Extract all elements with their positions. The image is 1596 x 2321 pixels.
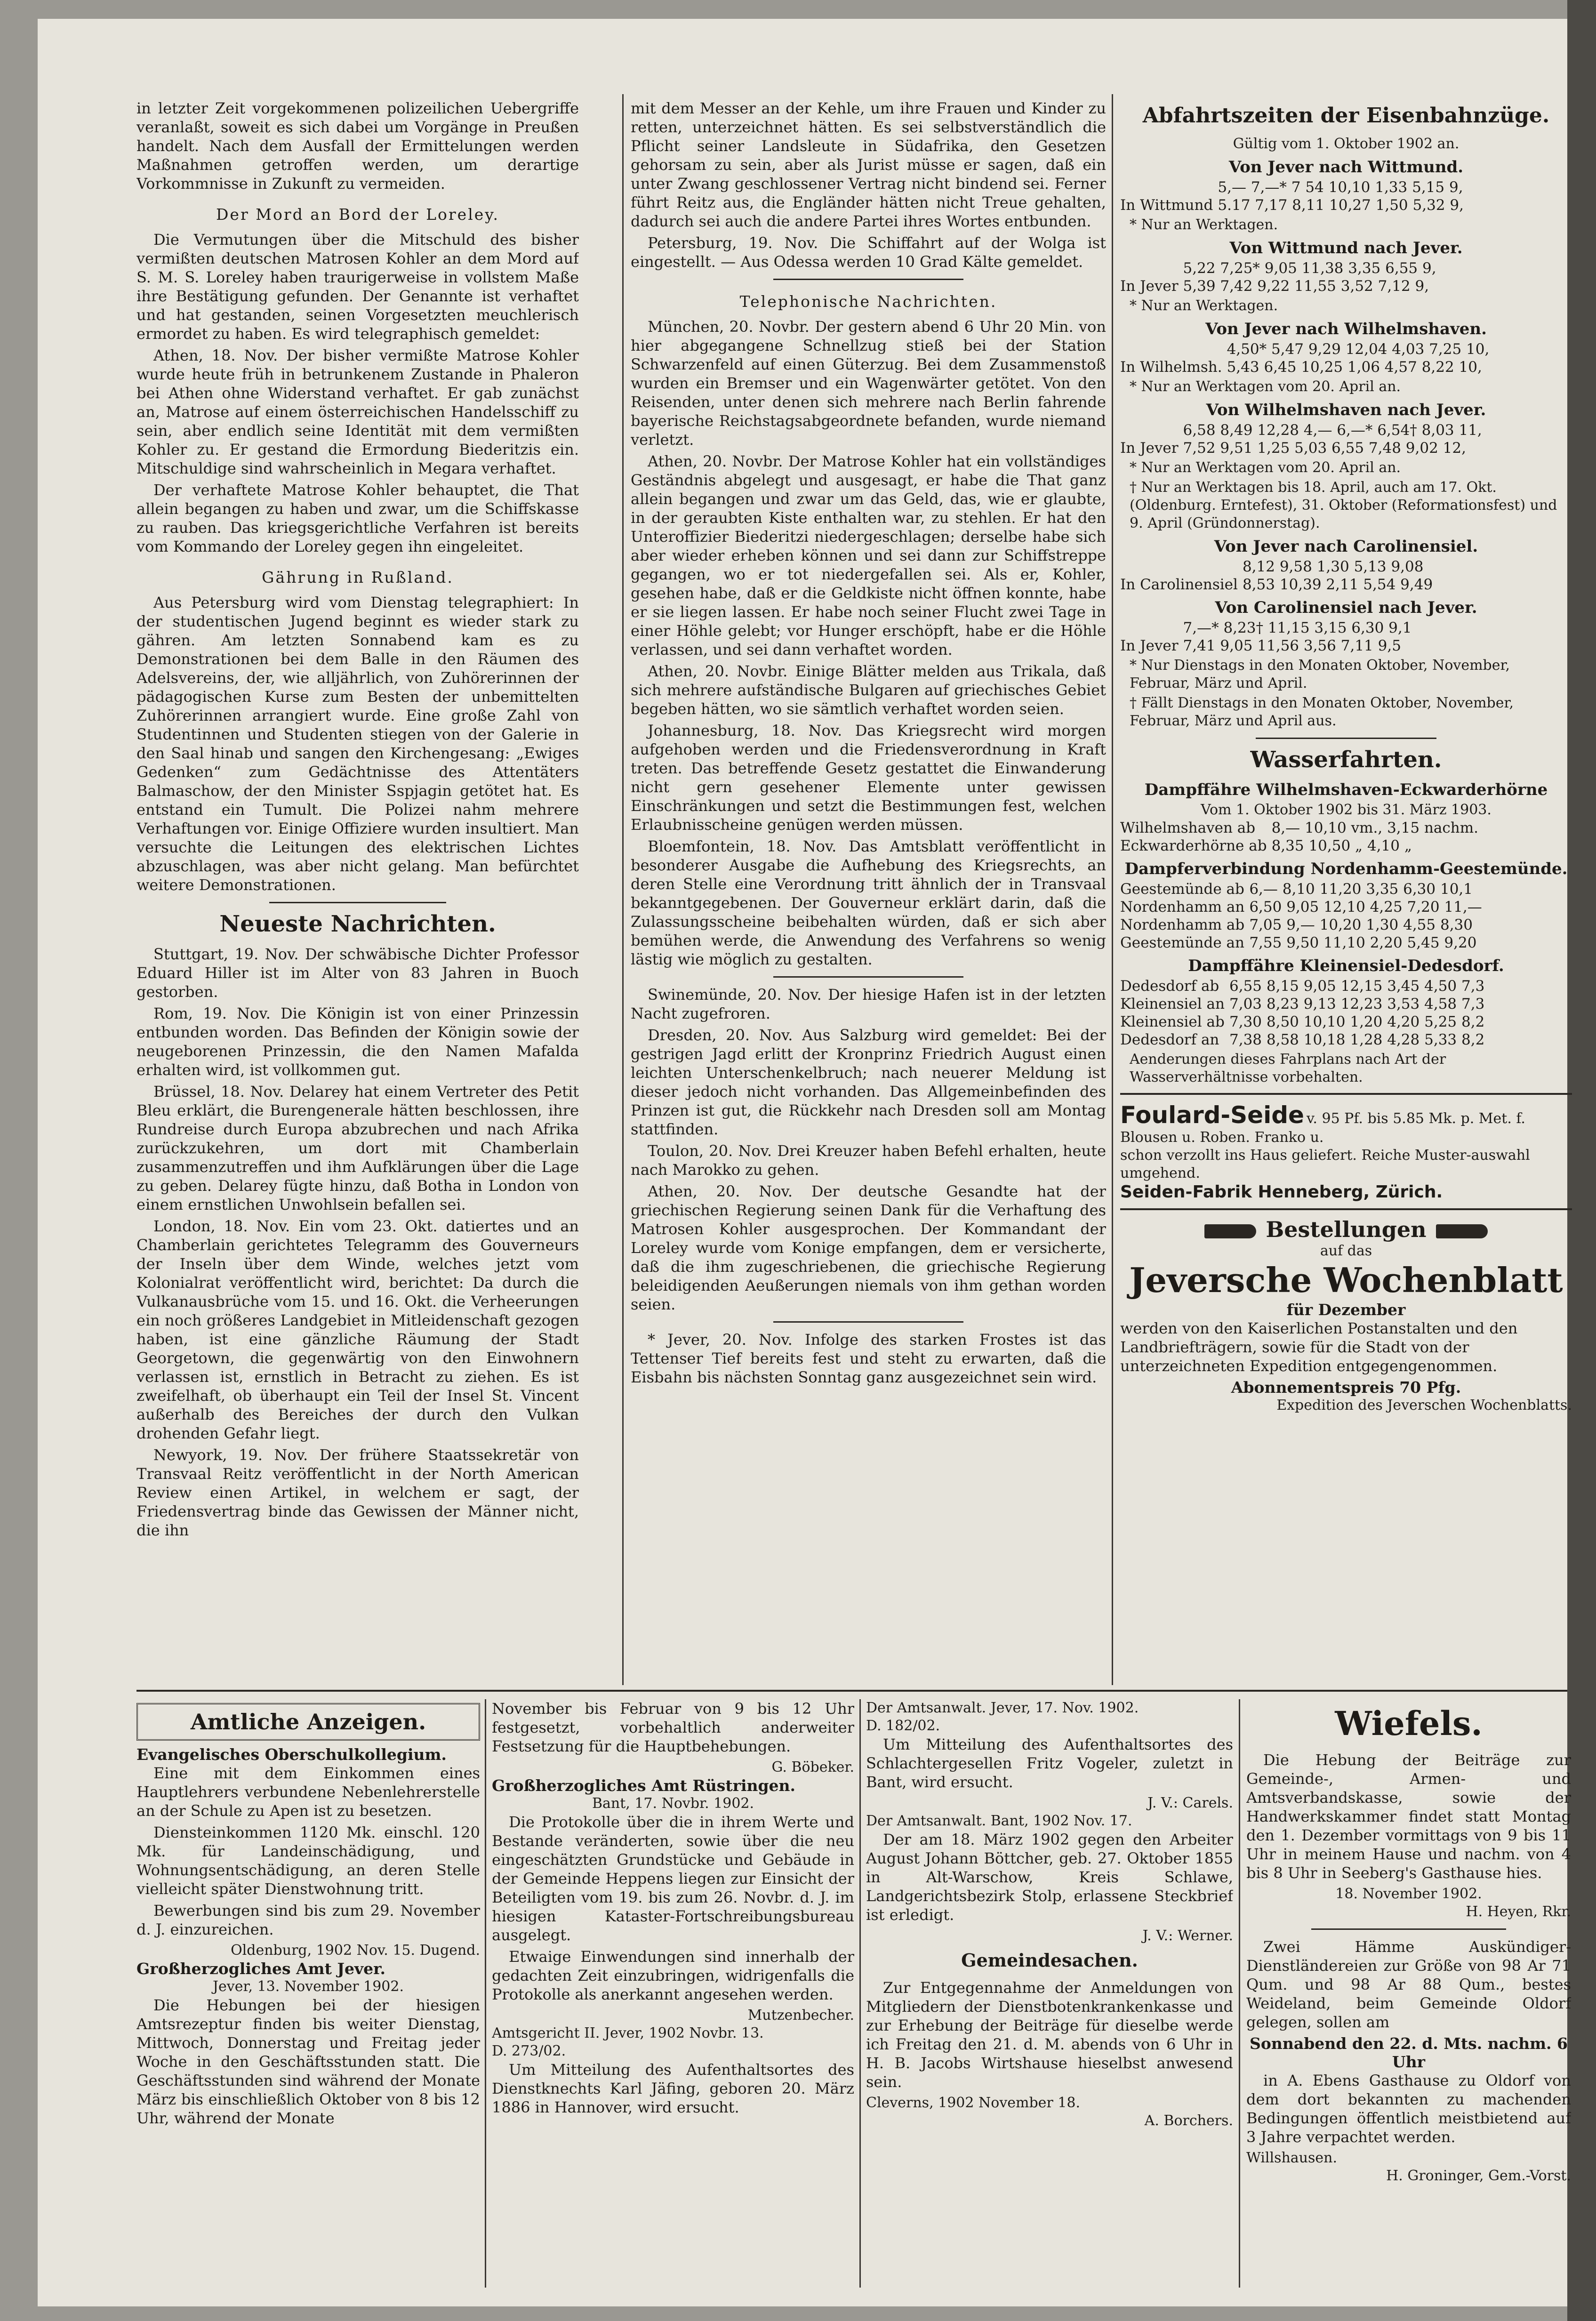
station-cell: In Jever [1120,278,1179,295]
times-cell: 6,58 8,49 12,28 4,— 6,—* 6,54† 8,03 11, [1183,422,1482,439]
news-dresden: Dresden, 20. Nov. Aus Salzburg wird gemeldet: Bei der gestrigen Jagd erlitt der Kronprinz Friedrich August einen leichten Unterschenkelbruch; nach neuerer Meldung ist dieser jedoch nicht vorhanden. Das Allgemeinbefinden des Prinzen ist gut, die Rückkehr nach Dresden soll am Montag stattfinden. [631,1026,1106,1138]
news-bruessel: Brüssel, 18. Nov. Delarey hat einem Vertreter des Petit Bleu erklärt, die Burengenerale hätten beschlossen, ihre Rundreise durch Europa abzubrechen und nach Afrika zurückzukehren, um dort mit Chamberlain zusammenzutreffen und ihm Aufklärungen über die Lage zu geben. Delarey fügte hinzu, daß Botha in London von einem ernstlichen Unwohlsein befallen sei. [136,1083,579,1213]
apen-signature: Oldenburg, 1902 Nov. 15. Dugend. [231,1942,480,1959]
bottom-divider [859,1699,861,2288]
route-heading: Von Wilhelmshaven nach Jever. [1206,401,1486,419]
amtsanwalt-jever-heading: Der Amtsanwalt. Jever, 17. Nov. 1902. [866,1700,1139,1716]
bestell-heading: Bestellungen [1266,1217,1427,1242]
ferry-3-heading: Dampffähre Kleinensiel-Dedesdorf. [1188,956,1504,975]
apen-paragraph-1: Eine mit dem Einkommen eines Hauptlehrers verbundene Nebenlehrerstelle an der Schule zu Apen ist zu besetzen. [136,1764,480,1820]
bestell-price: Abonnementspreis 70 Pfg. [1231,1378,1461,1397]
route-table [1120,619,1416,655]
ferry-row [1120,995,1489,1013]
station-cell: Nordenhamm an [1120,899,1245,916]
divider [269,902,446,903]
station-cell: Eckwarderhörne ab [1120,837,1267,854]
bottom-col-2 [492,1699,854,2288]
divider [1311,1928,1506,1930]
route-row [1120,576,1437,594]
times-cell: 8,35 10,50 „ 4,10 „ [1271,837,1412,854]
ferry-note: Aenderungen dieses Fahrplans nach Art der Wasserverhältnisse vorbehalten. [1130,1051,1446,1085]
route-note: * Nur an Werktagen vom 20. April an. [1130,459,1401,476]
route-note: * Nur an Werktagen vom 20. April an. [1130,378,1401,395]
times-cell: 6,50 9,05 12,10 4,25 7,20 11,— [1249,899,1482,916]
bottom-divider [485,1699,486,2288]
times-cell: 8,53 10,39 2,11 5,54 9,49 [1242,576,1433,593]
bestell-text: werden von den Kaiserlichen Postanstalten und den Landbriefträgern, sowie für die Stadt von der unterzeichneten Expedition entgegengenommen. [1120,1319,1518,1375]
loreley-heading: Der Mord an Bord der Loreley. [216,205,500,224]
times-cell: 7,—* 8,23† 11,15 3,15 6,30 9,1 [1183,619,1412,636]
station-cell: Nordenhamm ab [1120,916,1245,933]
ad-divider [1120,1208,1572,1210]
wasserfahrten-heading: Wasserfahrten. [1250,747,1442,773]
wiefels-heading: Wiefels. [1335,1704,1483,1743]
news-athen-2: Athen, 20. Novbr. Einige Blätter melden aus Trikala, daß sich mehrere aufständische Bulgaren auf griechisches Gebiet begeben hätten, wo sie sämtlich verhaftet worden seien. [631,662,1106,718]
foulard-firm: Seiden-Fabrik Henneberg, Zürich. [1120,1182,1443,1202]
amt-ruestringen-heading: Großherzogliches Amt Rüstringen. [492,1776,796,1795]
route-row [1120,277,1441,295]
amtsanwalt-jever-ref: D. 182/02. [866,1718,940,1734]
ferry-row [1120,1031,1489,1049]
news-jever: * Jever, 20. Nov. Infolge des starken Frostes ist das Tettenser Tief bereits fest und steht zu erwarten, daß die Eisbahn bis nächsten Sonntag ganz ausgezeichnet sein wird. [631,1331,1106,1386]
wiefels-auction-date: Sonnabend den 22. d. Mts. nachm. 6 Uhr [1250,2034,1568,2071]
bottom-col-3 [866,1699,1233,2288]
russland-paragraph: Aus Petersburg wird vom Dienstag telegraphiert: In der studentischen Jugend beginnt es wieder stark zu gähren. Am letzten Sonnabend kam es zu Demonstrationen bei dem Balle in den Räumen des Adelsvereins, der, wie alljährlich, von Zuhörerinnen der pädagogischen Kurse zum Besten der unbemittelten Zuhörerinnen arrangiert wurde. Eine große Zahl von Studentinnen und Studenten stiegen von der Galerie in den Saal hinab und sangen den Kirchengesang: „Ewiges Gedenken“ zum Gedächtnisse des Attentäters Balmaschow, der den Minister Sspjagin getötet hat. Es entstand ein Tumult. Die Polizei nahm mehrere Verhaftungen vor. Einige Offiziere wurden insultiert. Man versuchte die Leitungen des elektrischen Lichtes abzuschlagen, was aber nicht gelang. Man befürchtet weitere Demonstrationen. [136,594,579,894]
station-cell [1120,619,1183,637]
ferry-row [1120,837,1483,855]
loreley-paragraph-2: Athen, 18. Nov. Der bisher vermißte Matrose Kohler wurde heute früh in betrunkenem Zustande in Phaleron bei Athen ohne Widerstand verhaftet. Er gab zunächst an, Matrose auf einem österreichischen Handelsschiff zu sein, aber endlich seine Identität mit dem vermißten Kohler zu. Er gestand die Ermordung Biederitzis ein. Mitschuldige sind wahrscheinlich in Megara verhaftet. [136,346,579,477]
route-row [1120,178,1468,196]
amt-jever-continuation: November bis Februar von 9 bis 12 Uhr festgesetzt, vorbehaltlich anderweiter Festsetzung für die Hauptbehebungen. [492,1700,854,1755]
station-cell: Dedesdorf an [1120,1031,1219,1048]
ferry-row [1120,934,1487,952]
column-2 [631,99,1106,1666]
boettcher-paragraph: Der am 18. März 1902 gegen den Arbeiter August Johann Böttcher, geb. 27. Oktober 1855 in Alt-Warschow, Kreis Schlawe, Landgerichtsbezirk Stolp, erlassene Steckbrief ist erledigt. [866,1831,1233,1924]
borchers-signature: A. Borchers. [1144,2112,1233,2129]
news-athen-1: Athen, 20. Novbr. Der Matrose Kohler hat ein vollständiges Geständnis abgelegt und ausgesagt, er habe die That ganz allein begangen und zwar um das Geld, das, wie er glaubte, in der geraubten Kiste enthalten war, zu stehlen. Er hat den Unteroffizier Biederitzi niedergeschlagen; derselbe habe sich aber wieder erheben können und sei dann zur Schiffstreppe gegangen, wo er tot niedergefallen sei. Als er, Kohler, gesehen habe, daß er die Geldkiste nicht öffnen konnte, habe er sie liegen lassen. Er habe noch seiner Flucht zwei Tage in einer Höhle gelebt; vor Hunger erschöpft, habe er die Höhle verlassen, und sei dann verhaftet worden. [631,452,1106,659]
station-cell: Geestemünde an [1120,934,1244,951]
news-petersburg: Petersburg, 19. Nov. Die Schiffahrt auf der Wolga ist eingestellt. — Aus Odessa werden 10 Grad Kälte gemeldet. [631,234,1106,271]
route-row [1120,340,1494,358]
amt-jever-date: Jever, 13. November 1902. [212,1978,404,1995]
station-cell [1120,178,1218,196]
ferry-1-validity: Vom 1. Oktober 1902 bis 31. März 1903. [1201,802,1492,818]
wiefels-paragraph-1: Die Hebung der Beiträge zur Gemeinde-, Armen- und Amtsverbandskasse, sowie der Handwerkskammer findet statt Montag den 1. Dezember vormittags von 9 bis 11 Uhr in meinem Hause und nachm. von 4 bis 8 Uhr in Seeberg's Gasthause hies. [1246,1751,1571,1882]
times-cell: 5,— 7,—* 7 54 10,10 1,33 5,15 9, [1218,179,1463,196]
wiefels-paragraph-3: in A. Ebens Gasthause zu Oldorf von dem dort bekannten zu machenden Bedingungen öffentlich meistbietend auf 3 Jahre verpachtet werden. [1246,2072,1571,2146]
bestell-auf: auf das [1320,1243,1372,1259]
station-cell: Kleinensiel an [1120,996,1225,1012]
station-cell: In Jever [1120,440,1179,457]
bestell-expedition: Expedition des Jeverschen Wochenblatts. [1276,1397,1572,1413]
ruestringen-paragraph-2: Etwaige Einwendungen sind innerhalb der gedachten Zeit einzubringen, widrigenfalls die Protokolle als anerkannt angesehen werden. [492,1948,854,2003]
timetable-valid: Gültig vom 1. Oktober 1902 an. [1233,136,1460,152]
ferry-row [1120,819,1483,837]
column-1 [136,99,579,1652]
ferry-1-table [1120,819,1483,855]
loreley-paragraph-1: Die Vermutungen über die Mitschuld des bisher vermißten deutschen Matrosen Kohler an dem Mord auf S. M. S. Loreley haben traurigerweise in vollstem Maße ihre Bestätigung gefunden. Der Genannte ist verhaftet und hat gestanden, seinen Vorgesetzten meuchlerisch ermordet zu haben. Es wird telegraphisch gemeldet: [136,231,579,343]
times-cell: 7,03 8,23 9,13 12,23 3,53 4,58 7,3 [1229,996,1485,1012]
ferry-1-heading: Dampffähre Wilhelmshaven-Eckwarderhörne [1144,780,1548,799]
times-cell: 5,43 6,45 10,25 1,06 4,57 8,22 10, [1227,359,1482,376]
amtliche-anzeigen-heading: Amtliche Anzeigen. [136,1703,480,1741]
route-heading: Von Jever nach Carolinensiel. [1214,537,1478,556]
news-stuttgart: Stuttgart, 19. Nov. Der schwäbische Dichter Professor Eduard Hiller ist im Alter von 83 Jahren in Buoch gestorben. [136,945,579,1001]
route-row [1120,619,1416,637]
apen-paragraph-3: Bewerbungen sind bis zum 29. November d. J. einzureichen. [136,1902,480,1938]
amtsgericht-heading: Amtsgericht II. Jever, 1902 Novbr. 13. [492,2025,764,2041]
route-table [1120,178,1468,214]
route-row [1120,558,1437,576]
divider [773,279,963,280]
timetable-title: Abfahrtszeiten der Eisenbahnzüge. [1142,104,1550,128]
apen-paragraph-2: Diensteinkommen 1120 Mk. einschl. 120 Mk. für Landeinschädigung, und Wohnungsentschädigung, an deren Stelle vielleicht später Dienstwohnung tritt. [136,1823,480,1898]
times-cell: 7,41 9,05 11,56 3,56 7,11 9,5 [1183,637,1401,654]
news-swinemuende: Swinemünde, 20. Nov. Der hiesige Hafen ist in der letzten Nacht zugefroren. [631,986,1106,1022]
intro-paragraph: in letzter Zeit vorgekommenen polizeilichen Uebergriffe veranlaßt, soweit es sich dabei um Vorgänge in Preußen handelt. Nach dem Ausfall der Ermittelungen werden Maßnahmen getroffen werden, um derartige Vorkommnisse in Zukunft zu vermeiden. [136,99,579,193]
times-cell: 6,55 8,15 9,05 12,15 3,45 4,50 7,3 [1229,978,1485,995]
bottom-section-rule [136,1690,1567,1692]
oberschulkollegium-heading: Evangelisches Oberschulkollegium. [136,1745,447,1764]
route-table [1120,340,1494,376]
news-london: London, 18. Nov. Ein vom 23. Okt. datiertes und an Chamberlain gerichtetes Telegramm des Gouverneurs der Inseln über dem Winde, welches jetzt vom Kolonialrat veröffentlicht wird, berichtet: Da durch die Vulkanausbrüche vom 15. und 16. Okt. die Verheerungen ein noch größeres Landgebiet in Mitleidenschaft gezogen haben, ist eine gänzliche Räumung der Stadt Georgetown, die gegenwärtig von den Einwohnern verlassen ist, ernstlich in Betracht zu ziehen. Es ist zweifelhaft, ob überhaupt ein Teil der Insel St. Vincent außerhalb des Bereiches der durch den Vulkan drohenden Gefahr liegt. [136,1217,579,1442]
news-bloemfontein: Bloemfontein, 18. Nov. Das Amtsblatt veröffentlicht in besonderer Ausgabe die Aufhebung des Kriegsrechts, an deren Stelle eine Verordnung tritt ähnlich der in Transvaal bekanntgegebenen. Der Gouverneur erklärt darin, daß die Zulassungsscheine beibehalten würden, daß er sich aber bemühen werde, die Anwendung des Verfahrens so wenig lästig wie möglich zu gestalten. [631,837,1106,968]
route-row [1120,637,1416,655]
column-divider [622,94,624,1685]
wiefels-paragraph-2: Zwei Hämme Auskündiger-Dienstländereien zur Größe von 98 Ar 71 Qum. und 98 Ar 88 Qum., bestes Weideland, beim Gemeinde Oldorf gelegen, sollen am [1246,1938,1571,2031]
news-athen-3: Athen, 20. Nov. Der deutsche Gesandte hat der griechischen Regierung seinen Dank für die Verhaftung des Matrosen Kohler ausgesprochen. Der Kommandant der Loreley wurde vom Konige empfangen, dem er versicherte, daß die ihm zugeschriebenen, die griechische Regierung beleidigenden Aeußerungen niemals von ihm gethan worden seien. [631,1182,1106,1313]
pointing-hand-right-icon [1436,1224,1488,1238]
divider [773,976,963,978]
timetable-routes [1120,158,1572,730]
route-note: * Nur Dienstags in den Monaten Oktober, November, Februar, März und April. [1130,657,1510,691]
route-note: † Nur an Werktagen bis 18. April, auch am 17. Okt. (Oldenburg. Erntefest), 31. Oktober (Reformationsfest) und 9. April (Gründonnerstag). [1130,479,1557,531]
ferry-row [1120,898,1487,916]
times-cell: 7,55 9,50 11,10 2,20 5,45 9,20 [1249,934,1477,951]
station-cell: Wilhelmshaven ab [1120,819,1256,836]
times-cell: 7,52 9,51 1,25 5,03 6,55 7,48 9,02 12, [1183,440,1466,457]
route-table [1120,558,1437,594]
route-table [1120,421,1487,457]
times-cell: 8,— 10,10 vm., 3,15 nachm. [1271,819,1478,836]
station-cell: In Carolinensiel [1120,576,1238,593]
station-cell: In Jever [1120,637,1179,654]
route-note: * Nur an Werktagen. [1130,297,1278,314]
route-row [1120,259,1441,277]
station-cell [1120,558,1243,576]
news-rom: Rom, 19. Nov. Die Königin ist von einer Prinzessin entbunden worden. Das Befinden der Königin sowie der neugeborenen Prinzessin, die den Namen Mafalda erhalten wird, ist vollkommen gut. [136,1004,579,1079]
carels-signature: J. V.: Carels. [1147,1795,1233,1811]
times-cell: 4,50* 5,47 9,29 12,04 4,03 7,25 10, [1227,341,1490,358]
werner-signature: J. V.: Werner. [1142,1927,1233,1944]
loreley-paragraph-3: Der verhaftete Matrose Kohler behauptet, die That allein begangen zu haben und zwar, um die Schiffskasse zu rauben. Das kriegsgerichtliche Verfahren ist bereits vom Kommando der Loreley gegen ihn eingeleitet. [136,481,579,555]
ferry-row [1120,977,1489,995]
ad-divider [1120,1093,1572,1095]
krankenkasse-paragraph: Zur Entgegennahme der Anmeldungen von Mitgliedern der Dienstbotenkrankenkasse und zur Erhebung der Beiträge für dieselbe werde ich Freitag den 21. d. M. abends von 6 Uhr in H. B. Jacobs Wirtshause hieselbst anwesend sein. [866,1979,1233,2091]
station-cell: In Wilhelmsh. [1120,359,1222,376]
route-note: * Nur an Werktagen. [1130,217,1278,233]
ferry-2-table [1120,880,1487,952]
amtsgericht-paragraph: Um Mitteilung des Aufenthaltsortes des Dienstknechts Karl Jäfing, geboren 20. März 1886 in Hannover, wird ersucht. [492,2061,854,2116]
station-cell: Dedesdorf ab [1120,978,1219,995]
route-row [1120,358,1494,376]
bottom-divider [1239,1699,1240,2288]
wiefels-date: 18. November 1902. [1335,1886,1482,1902]
station-cell: In Wittmund [1120,197,1213,214]
bestell-for: für Dezember [1286,1301,1406,1319]
amt-jever-paragraph: Die Hebungen bei der hiesigen Amtsrezeptur finden bis weiter Dienstag, Mittwoch, Donnerstag und Freitag jeder Woche in den Geschäftsstunden statt. Die Geschäftsstunden sind während der Monate März bis einschließlich Oktober von 8 bis 12 Uhr, während der Monate [136,1996,480,2127]
times-cell: 7,30 8,50 10,10 1,20 4,20 5,25 8,2 [1229,1013,1485,1030]
bestellung-ad [1120,1217,1572,1414]
station-cell [1120,421,1183,439]
station-cell: Kleinensiel ab [1120,1013,1225,1030]
telephone-news-heading: Telephonische Nachrichten. [739,292,997,311]
heyen-signature: H. Heyen, Rkr. [1466,1903,1571,1920]
gemeindesachen-heading: Gemeindesachen. [961,1950,1138,1971]
station-cell [1120,340,1227,358]
times-cell: 7,38 8,58 10,18 1,28 4,28 5,33 8,2 [1229,1031,1485,1048]
ferry-row [1120,916,1487,934]
route-heading: Von Jever nach Wittmund. [1228,158,1464,177]
bestell-paper: Jeversche Wochenblatt [1129,1260,1563,1300]
vogeler-paragraph: Um Mitteilung des Aufenthaltsortes des Schlachtergesellen Fritz Vogeler, zuletzt in Bant, wird ersucht. [866,1735,1233,1791]
foulard-text-1: v. 95 Pf. bis 5.85 Mk. p. Met. f. Blousen u. Roben. Franko u. [1120,1110,1525,1146]
ruestringen-paragraph-1: Die Protokolle über die in ihrem Werte und Bestande veränderten, sowie über die neu eingeschätzten Grundstücke und Gebäude in der Gemeinde Heppens liegen zur Einsicht der Beteiligten vom 19. bis zum 26. Novbr. d. J. im hiesigen Kataster-Fortschreibungsbureau ausgelegt. [492,1813,854,1944]
column-3 [1120,99,1572,1676]
news-toulon: Toulon, 20. Nov. Drei Kreuzer haben Befehl erhalten, heute nach Marokko zu gehen. [631,1142,1106,1179]
news-muenchen: München, 20. Novbr. Der gestern abend 6 Uhr 20 Min. von hier abgegangene Schnellzug stieß bei der Station Schwarzenfeld auf einen Güterzug. Bei dem Zusammenstoß wurden ein Bremser und ein Wagenwärter getötet. Von den Reisenden, unter denen sich mehrere nach Berlin fahrende bayerische Reichstagsabgeordnete befanden, wurde niemand verletzt. [631,318,1106,449]
cleverns-date: Cleverns, 1902 November 18. [866,2095,1081,2111]
route-row [1120,421,1487,439]
bottom-col-4 [1246,1699,1571,2288]
ferry-3-table [1120,977,1489,1049]
divider [1256,738,1436,739]
neueste-heading: Neueste Nachrichten. [219,911,496,937]
route-note: † Fällt Dienstags in den Monaten Oktober, November, Februar, März und April aus. [1130,695,1514,729]
foulard-text-2: schon verzollt ins Haus geliefert. Reiche Muster-auswahl umgehend. [1120,1147,1530,1181]
bottom-col-1 [136,1699,480,2288]
ferry-row [1120,1013,1489,1031]
station-cell: Geestemünde ab [1120,881,1244,898]
reitz-continuation: mit dem Messer an der Kehle, um ihre Frauen und Kinder zu retten, unterzeichnet hätten. Es sei selbstverständlich die Pflicht seiner Landsleute in Südafrika, den Gesetzen gehorsam zu sein, aber als Jurist müsse er sagen, daß ein unter Zwang geschlossener Vertrag nicht bindend sei. Ferner führt Reitz aus, die Engländer hätten nicht Treue gehalten, dadurch sei auch die andere Partei ihres Wortes entbunden. [631,99,1106,230]
groninger-signature: H. Groninger, Gem.-Vorst. [1386,2168,1571,2184]
column-divider [1112,94,1113,1685]
route-heading: Von Wittmund nach Jever. [1229,239,1463,257]
ferry-2-heading: Dampferverbindung Nordenhamm-Geestemünde. [1124,859,1568,878]
news-newyork: Newyork, 19. Nov. Der frühere Staatssekretär von Transvaal Reitz veröffentlicht in der North American Review einen Artikel, in welchem er sagt, der Friedensvertrag binde das Gewissen der Männer nicht, die ihn [136,1446,579,1539]
route-row [1120,439,1487,457]
route-row [1120,196,1468,214]
amt-ruestringen-date: Bant, 17. Novbr. 1902. [592,1795,754,1812]
times-cell: 8,12 9,58 1,30 5,13 9,08 [1242,558,1424,575]
times-cell: 6,— 8,10 11,20 3,35 6,30 10,1 [1249,881,1473,898]
times-cell: 5,39 7,42 9,22 11,55 3,52 7,12 9, [1183,278,1429,295]
willshausen-place: Willshausen. [1246,2150,1338,2166]
times-cell: 7,05 9,— 10,20 1,30 4,55 8,30 [1249,916,1473,933]
amt-jever-heading: Großherzogliches Amt Jever. [136,1960,385,1978]
ferry-row [1120,880,1487,898]
divider [773,1321,963,1323]
route-table [1120,259,1441,295]
foulard-title: Foulard-Seide [1120,1101,1304,1129]
amtsgericht-ref: D. 273/02. [492,2043,566,2059]
times-cell: 5,22 7,25* 9,05 11,38 3,35 6,55 9, [1183,260,1436,277]
russland-heading: Gährung in Rußland. [262,568,454,586]
route-heading: Von Jever nach Wilhelmshaven. [1205,320,1487,338]
pointing-hand-left-icon [1204,1224,1256,1238]
times-cell: 5.17 7,17 8,11 10,27 1,50 5,32 9, [1218,197,1464,214]
amtsanwalt-bant-heading: Der Amtsanwalt. Bant, 1902 Nov. 17. [866,1813,1132,1829]
foulard-ad [1120,1101,1572,1202]
route-heading: Von Carolinensiel nach Jever. [1215,598,1477,617]
boebeker-signature: G. Böbeker. [771,1759,854,1775]
news-johannesburg: Johannesburg, 18. Nov. Das Kriegsrecht wird morgen aufgehoben werden und die Friedensverordnung in Kraft treten. Das betreffende Gesetz gestattet die Einwanderung nicht gern gesehener Elemente unter gewissen Einschränkungen und setzt die Bestimmungen fest, welchen Erlaubnisscheine genügen werden müssen. [631,722,1106,834]
mutzenbecher-signature: Mutzenbecher. [747,2007,854,2024]
station-cell [1120,259,1183,277]
